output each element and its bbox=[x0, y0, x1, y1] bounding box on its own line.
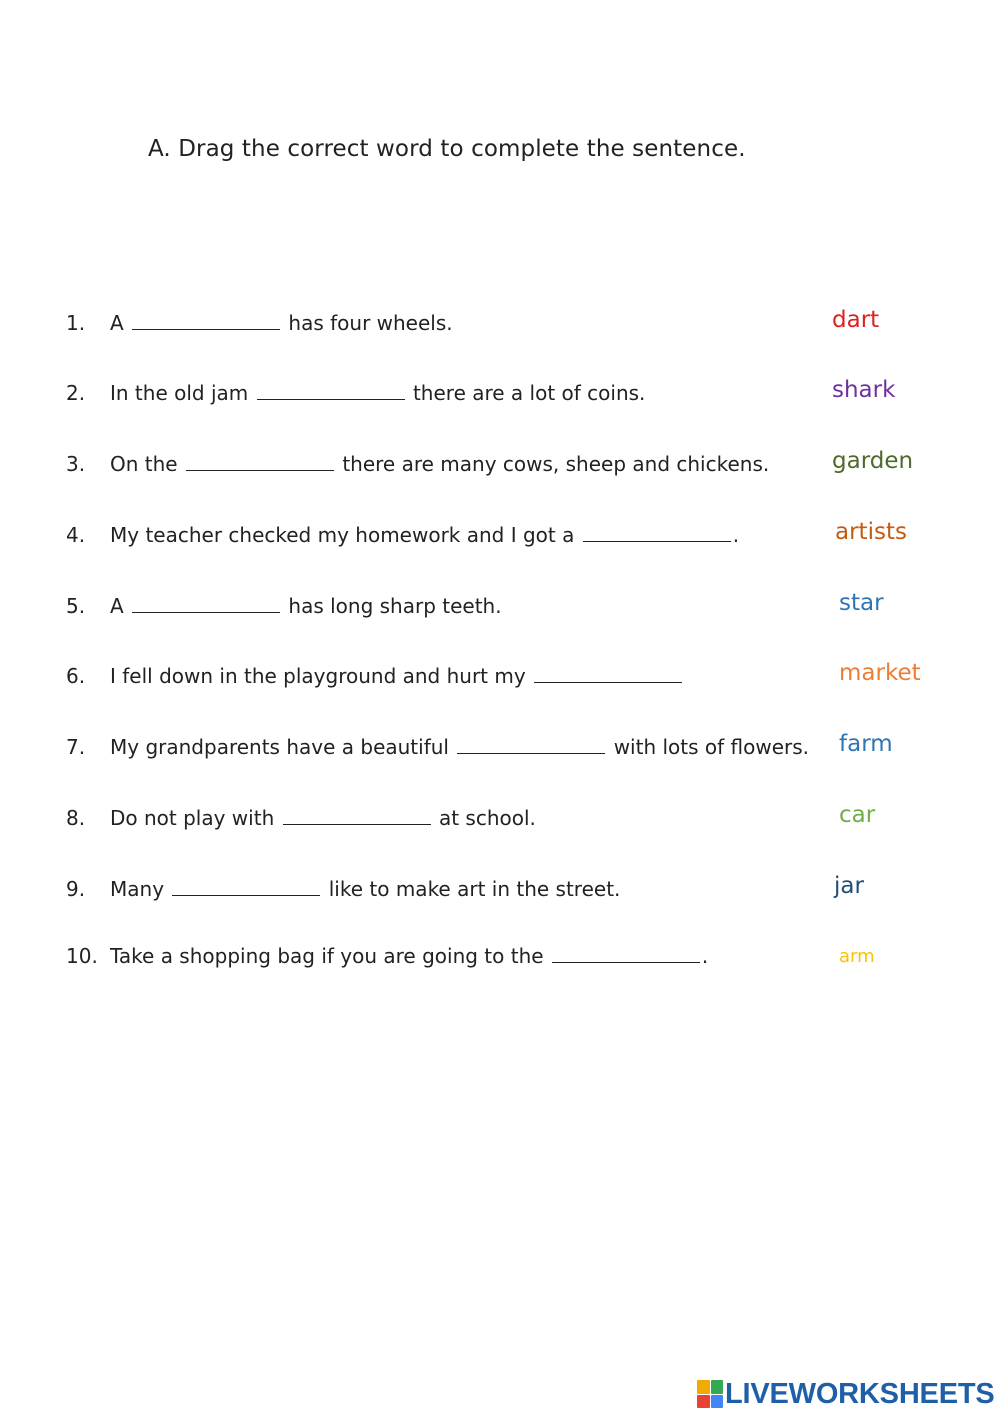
drop-blank[interactable] bbox=[132, 594, 280, 613]
sentence-number: 8. bbox=[66, 806, 86, 830]
sentence-text-after: like to make art in the street. bbox=[322, 877, 621, 901]
sentence-row bbox=[0, 590, 1000, 634]
sentence-text bbox=[110, 806, 536, 830]
draggable-word[interactable]: shark bbox=[832, 377, 896, 403]
sentence-row bbox=[0, 307, 1000, 351]
sentence-number: 2. bbox=[66, 381, 86, 405]
drop-blank[interactable] bbox=[186, 452, 334, 471]
draggable-word[interactable]: dart bbox=[832, 307, 880, 333]
sentence-number: 1. bbox=[66, 311, 86, 335]
sentence-number: 3. bbox=[66, 452, 86, 476]
sentence-text-after: with lots of flowers. bbox=[607, 735, 810, 759]
sentence-text-after: has long sharp teeth. bbox=[282, 594, 502, 618]
sentence-text-after: at school. bbox=[432, 806, 536, 830]
draggable-word[interactable]: jar bbox=[834, 873, 864, 899]
draggable-word[interactable]: artists bbox=[835, 519, 907, 545]
sentence-number: 4. bbox=[66, 523, 86, 547]
drop-blank[interactable] bbox=[583, 523, 731, 542]
sentence-text-after: has four wheels. bbox=[282, 311, 453, 335]
sentence-text-before: Take a shopping bag if you are going to the bbox=[110, 944, 550, 968]
sentence-text bbox=[110, 381, 645, 405]
sentence-text-after: there are many cows, sheep and chickens. bbox=[335, 452, 770, 476]
sentence-text-before: I fell down in the playground and hurt my bbox=[110, 664, 533, 688]
liveworksheets-logo bbox=[697, 1377, 995, 1411]
draggable-word[interactable]: farm bbox=[839, 731, 893, 757]
logo-text: LIVEWORKSHEETS bbox=[725, 1377, 995, 1410]
sentence-text-before: In the old jam bbox=[110, 381, 255, 405]
sentence-row bbox=[0, 448, 1000, 492]
sentence-text bbox=[110, 452, 769, 476]
instruction-heading: A. Drag the correct word to complete the sentence. bbox=[148, 136, 746, 162]
sentence-text-before: On the bbox=[110, 452, 184, 476]
logo-badge-icon bbox=[697, 1380, 723, 1408]
sentence-text bbox=[110, 664, 684, 688]
sentence-row bbox=[0, 660, 1000, 704]
sentence-number: 10. bbox=[66, 944, 98, 968]
drop-blank[interactable] bbox=[257, 381, 405, 400]
drop-blank[interactable] bbox=[132, 311, 280, 330]
sentence-text-before: My grandparents have a beautiful bbox=[110, 735, 456, 759]
sentence-text-before: Do not play with bbox=[110, 806, 281, 830]
sentence-row bbox=[0, 377, 1000, 421]
sentence-row bbox=[0, 873, 1000, 917]
sentence-text bbox=[110, 877, 620, 901]
sentence-text-before: My teacher checked my homework and I got a bbox=[110, 523, 581, 547]
sentence-row bbox=[0, 731, 1000, 775]
sentence-row bbox=[0, 802, 1000, 846]
drop-blank[interactable] bbox=[534, 664, 682, 683]
sentence-text bbox=[110, 944, 708, 968]
draggable-word[interactable]: market bbox=[839, 660, 921, 686]
draggable-word[interactable]: arm bbox=[839, 946, 875, 967]
sentence-text-after: there are a lot of coins. bbox=[406, 381, 646, 405]
sentence-number: 6. bbox=[66, 664, 86, 688]
sentence-row bbox=[0, 519, 1000, 563]
drop-blank[interactable] bbox=[283, 806, 431, 825]
sentence-text-after: . bbox=[732, 523, 740, 547]
sentence-text bbox=[110, 735, 809, 759]
draggable-word[interactable]: car bbox=[839, 802, 876, 828]
sentence-number: 7. bbox=[66, 735, 86, 759]
sentence-text-before: A bbox=[110, 311, 131, 335]
drop-blank[interactable] bbox=[552, 944, 700, 963]
sentence-text-after: . bbox=[701, 944, 709, 968]
draggable-word[interactable]: garden bbox=[832, 448, 914, 474]
sentence-text bbox=[110, 311, 453, 335]
draggable-word[interactable]: star bbox=[839, 590, 884, 616]
sentence-text bbox=[110, 523, 739, 547]
sentence-text-before: A bbox=[110, 594, 131, 618]
sentence-text bbox=[110, 594, 502, 618]
drop-blank[interactable] bbox=[457, 735, 605, 754]
sentence-number: 9. bbox=[66, 877, 86, 901]
sentence-number: 5. bbox=[66, 594, 86, 618]
sentence-text-before: Many bbox=[110, 877, 171, 901]
drop-blank[interactable] bbox=[172, 877, 320, 896]
sentence-row bbox=[0, 944, 1000, 984]
